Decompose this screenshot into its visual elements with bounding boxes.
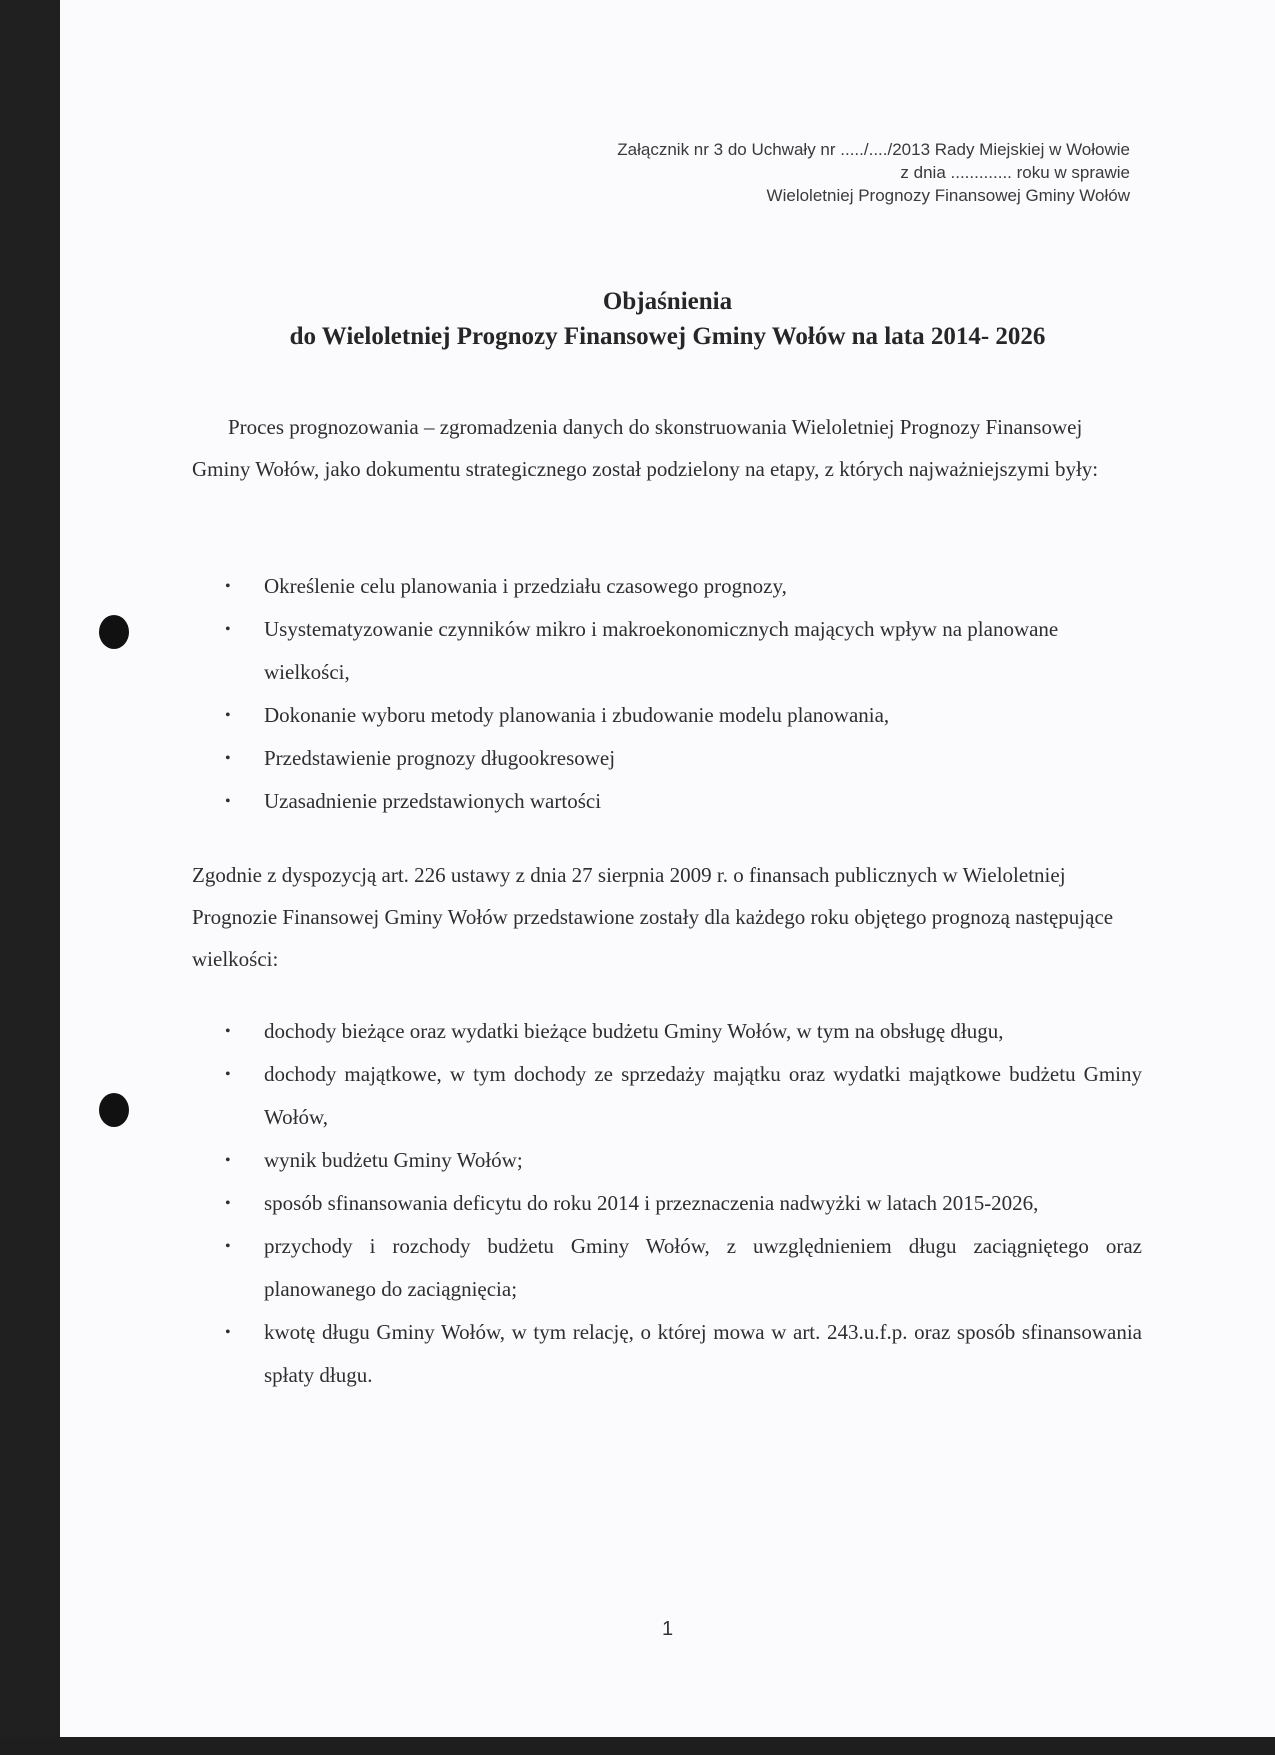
bullet-icon: •: [225, 1152, 231, 1169]
quantity-text: wynik budżetu Gminy Wołów;: [264, 1148, 523, 1172]
scan-left-edge: [0, 0, 60, 1755]
list-item: [225, 1311, 1142, 1397]
title-line-1: Objaśnienia: [602, 288, 733, 315]
header-line-1: Załącznik nr 3 do Uchwały nr ...../..../2013 Rady Miejskiej w Wołowie: [617, 140, 1130, 159]
legal-paragraph: Zgodnie z dyspozycją art. 226 ustawy z dnia 27 sierpnia 2009 r. o finansach publicznych w Wieloletniej Prognozie Finansowej Gminy Wołów przedstawione zostały dla każdego roku objętego prognozą następujące wielkości:: [192, 863, 1114, 971]
bullet-icon: •: [225, 1195, 231, 1212]
stages-list: [225, 565, 1142, 823]
scan-bottom-edge: [0, 1737, 1275, 1755]
list-item: [225, 780, 1142, 823]
quantity-text: kwotę długu Gminy Wołów, w tym relację, o której mowa w art. 243.u.f.p. oraz sposób sfinansowania spłaty długu.: [264, 1320, 1142, 1387]
list-item: [225, 1182, 1142, 1225]
bullet-icon: •: [225, 1066, 231, 1083]
list-item: [225, 1010, 1142, 1053]
header-line-2: z dnia ............. roku w sprawie: [900, 163, 1130, 182]
stage-text: Przedstawienie prognozy długookresowej: [264, 746, 616, 770]
quantity-text: dochody bieżące oraz wydatki bieżące budżetu Gminy Wołów, w tym na obsługę długu,: [264, 1019, 1004, 1043]
bullet-icon: •: [225, 793, 231, 810]
stage-text: Uzasadnienie przedstawionych wartości: [264, 789, 602, 813]
bullet-icon: •: [225, 1023, 231, 1040]
list-item: [225, 737, 1142, 780]
document-page: [60, 0, 1275, 1737]
stage-text: Określenie celu planowania i przedziału czasowego prognozy,: [264, 574, 787, 598]
quantity-text: sposób sfinansowania deficytu do roku 2014 i przeznaczenia nadwyżki w latach 2015-2026,: [264, 1191, 1039, 1215]
bullet-icon: •: [225, 707, 231, 724]
list-item: [225, 694, 1142, 737]
list-item: [225, 1053, 1142, 1139]
list-item: [225, 565, 1142, 608]
list-item: [225, 608, 1142, 694]
bullet-icon: •: [225, 750, 231, 767]
document-title: [60, 284, 1275, 354]
quantities-list: [225, 1010, 1142, 1397]
intro-paragraph: Proces prognozowania – zgromadzenia danych do skonstruowania Wieloletniej Prognozy Finansowej Gminy Wołów, jako dokumentu strategicznego został podzielony na etapy, z których najważniejszymi były:: [192, 415, 1099, 481]
bullet-icon: •: [225, 1324, 231, 1341]
page-number: 1: [661, 1618, 674, 1640]
bullet-icon: •: [225, 1238, 231, 1255]
stage-text: Dokonanie wyboru metody planowania i zbudowanie modelu planowania,: [264, 703, 890, 727]
quantity-text: dochody majątkowe, w tym dochody ze sprzedaży majątku oraz wydatki majątkowe budżetu Gminy Wołów,: [264, 1062, 1142, 1129]
quantity-text: przychody i rozchody budżetu Gminy Wołów, z uwzględnieniem długu zaciągniętego oraz planowanego do zaciągnięcia;: [264, 1234, 1142, 1301]
bullet-icon: •: [225, 621, 231, 638]
header-line-3: Wieloletniej Prognozy Finansowej Gminy Wołów: [766, 186, 1130, 205]
list-item: [225, 1225, 1142, 1311]
attachment-header: [617, 138, 1130, 207]
stage-text: Usystematyzowanie czynników mikro i makroekonomicznych mających wpływ na planowane wielkości,: [264, 617, 1059, 684]
punch-hole-top: [99, 615, 129, 649]
punch-hole-bottom: [99, 1093, 129, 1127]
title-line-2: do Wieloletniej Prognozy Finansowej Gminy Wołów na lata 2014- 2026: [289, 323, 1046, 350]
bullet-icon: •: [225, 578, 231, 595]
list-item: [225, 1139, 1142, 1182]
